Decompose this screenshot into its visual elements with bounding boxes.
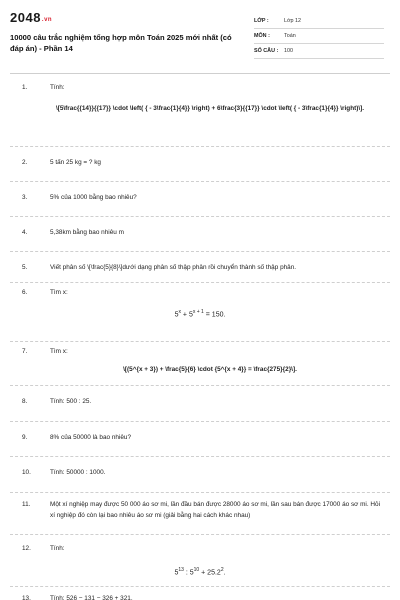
question-item	[10, 587, 390, 600]
question-text: Viết phân số \[\frac{5}{8}\]dưới dạng phân số thập phân rồi chuyển thành số thập phân.	[50, 264, 297, 271]
question-text: 5% của 1000 bằng bao nhiêu?	[50, 194, 137, 201]
question-item	[10, 182, 390, 217]
question-item	[10, 252, 390, 283]
question-text: 5,38km bằng bao nhiêu m	[50, 229, 124, 236]
question-number: 4.	[22, 229, 28, 236]
meta-label: SỐ CÂU :	[254, 48, 279, 54]
question-item	[10, 493, 390, 535]
header-divider	[10, 73, 390, 74]
math-term: = 150.	[203, 311, 226, 319]
math-term: .	[223, 569, 226, 577]
question-number: 8.	[22, 398, 28, 405]
meta-value: 100	[284, 48, 293, 54]
meta-label: MÔN :	[254, 33, 270, 39]
question-item	[10, 78, 390, 147]
question-text: Một xí nghiệp may được 50 000 áo sơ mi, lần đầu bán được 28000 áo sơ mi, lần sau bán được 17000 áo sơ mi. Hỏi xí nghiệp đó còn lại bao nhiêu áo sơ mi (giải bằng hai cách khác nhau)	[50, 501, 380, 519]
question-text: Tính: 500 : 25.	[50, 398, 92, 405]
question-text: Tìm x:	[50, 289, 68, 296]
meta-label: LỚP :	[254, 18, 269, 24]
question-item	[10, 283, 390, 342]
meta-row-subject	[254, 29, 384, 44]
question-text: 5 tấn 25 kg = ? kg	[50, 159, 101, 166]
question-number: 13.	[22, 595, 31, 600]
question-list	[0, 78, 400, 600]
question-text: 8% của 50000 là bao nhiêu?	[50, 434, 132, 441]
meta-row-count	[254, 44, 384, 59]
math-term: + 25.2	[199, 569, 221, 577]
document-meta	[254, 14, 384, 59]
math-exponent: 13	[178, 567, 184, 573]
question-text: Tính: 526 − 131 − 326 + 321.	[50, 595, 133, 600]
question-formula: \[5\frac{{14}}{{17}} \cdot \left( { - 3\frac{1}{4}} \right) + 6\frac{3}{{17}} \cdot \left( { - 3\frac{1}{4}} \right)\].	[55, 105, 365, 112]
question-item	[10, 386, 390, 422]
math-exponent: 10	[193, 567, 200, 573]
question-number: 10.	[22, 469, 31, 476]
question-equation	[10, 567, 390, 576]
question-number: 11.	[22, 501, 31, 508]
logo-suffix: .vn	[41, 17, 53, 23]
document-title: 10000 câu trắc nghiệm tổng hợp môn Toán 2025 mới nhất (có đáp án) - Phần 14	[10, 33, 232, 53]
math-term: + 5	[180, 311, 193, 319]
question-number: 2.	[22, 159, 28, 166]
math-base: 5	[174, 311, 179, 319]
question-number: 3.	[22, 194, 28, 201]
question-item	[10, 457, 390, 493]
question-number: 9.	[22, 434, 28, 441]
document-header	[0, 0, 400, 68]
math-term: : 5	[183, 569, 194, 577]
meta-value: Toán	[284, 33, 296, 39]
math-exponent: x + 1	[192, 309, 204, 315]
meta-row-grade	[254, 14, 384, 29]
math-exponent: 2	[220, 567, 224, 573]
question-text: Tìm x:	[50, 348, 68, 355]
question-item	[10, 422, 390, 457]
question-formula: \[(5^{x + 3}) + \frac{5}{6} \cdot {5^{x + 4}} = \frac{275}{2}\].	[123, 366, 297, 373]
question-item	[10, 535, 390, 587]
math-base: 5	[174, 569, 179, 577]
question-number: 7.	[22, 348, 28, 355]
question-number: 5.	[22, 264, 28, 271]
question-text: Tính: 50000 : 1000.	[50, 469, 106, 476]
question-number: 12.	[22, 545, 31, 552]
math-exponent: x	[178, 309, 181, 315]
question-item	[10, 217, 390, 252]
logo-text: 2048	[10, 10, 41, 25]
question-equation	[10, 309, 390, 318]
meta-value: Lớp 12	[284, 18, 302, 24]
question-text: Tính:	[50, 545, 65, 552]
question-number: 6.	[22, 289, 28, 296]
site-logo[interactable]	[10, 10, 52, 25]
question-number: 1.	[22, 84, 28, 91]
question-text: Tính:	[50, 84, 65, 91]
question-item	[10, 147, 390, 182]
question-item	[10, 342, 390, 386]
